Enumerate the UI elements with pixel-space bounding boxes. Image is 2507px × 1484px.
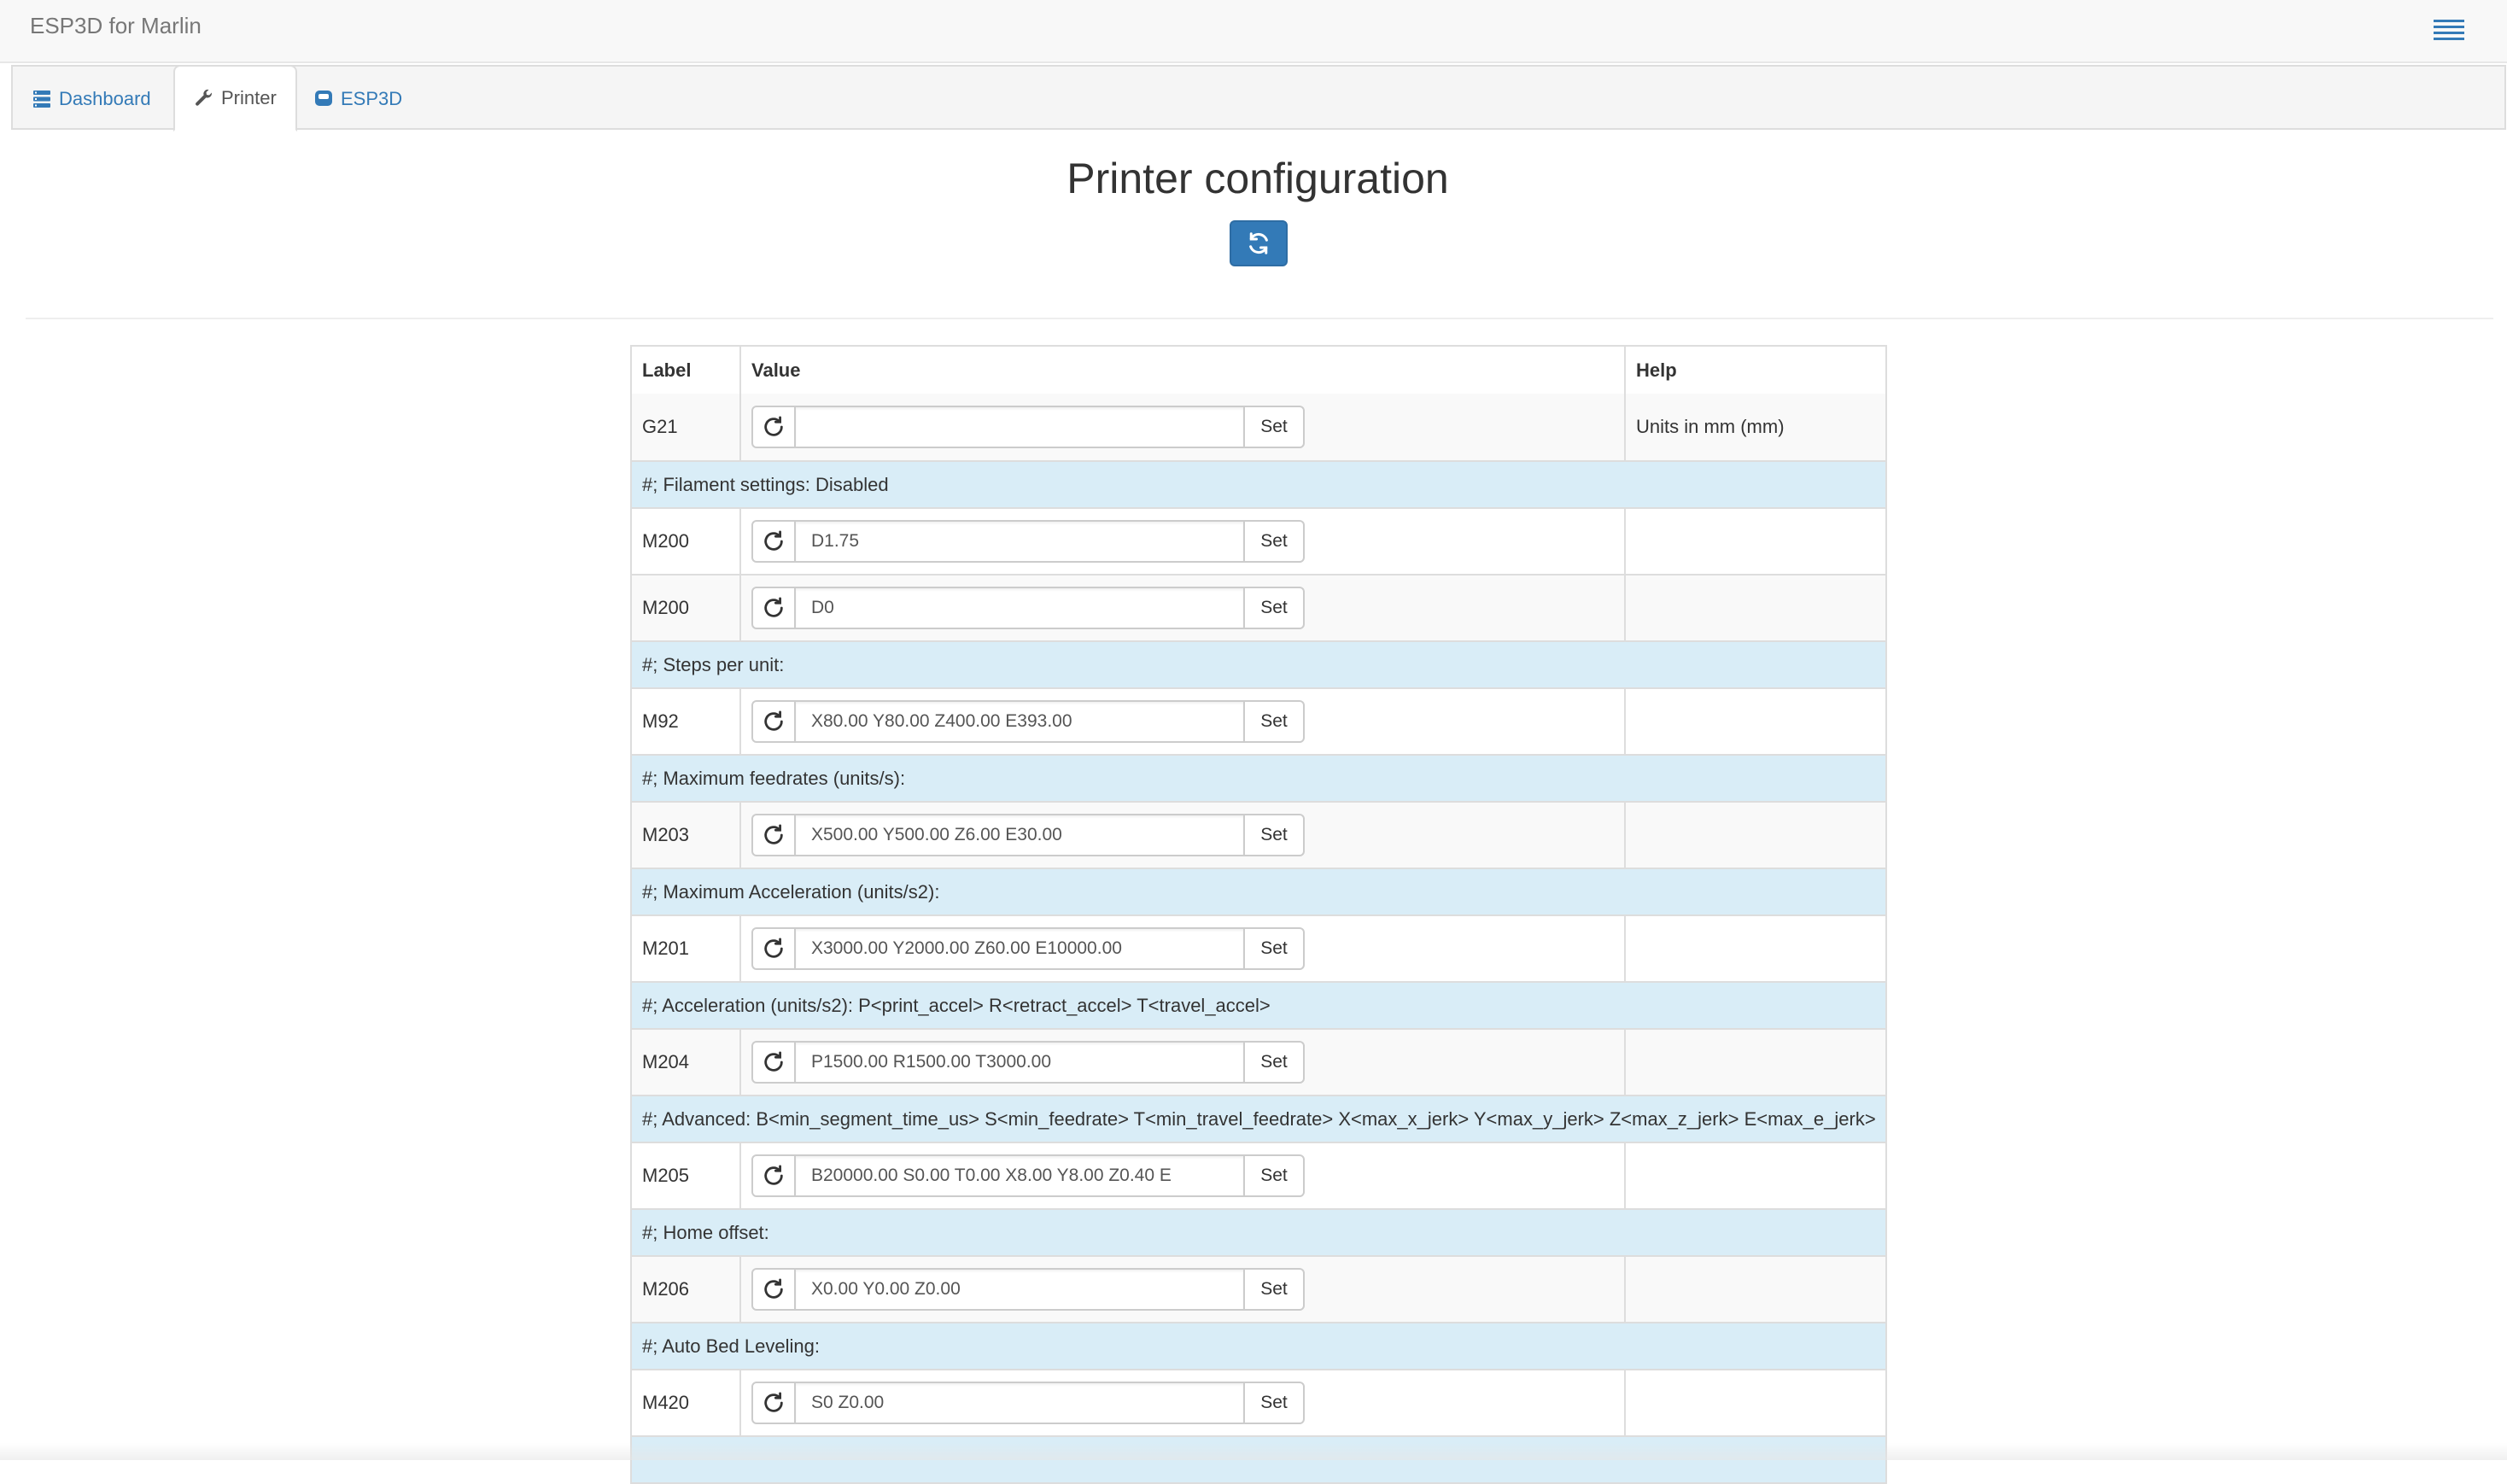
table-body xyxy=(632,394,1885,1482)
row-value-cell xyxy=(741,394,1626,460)
refresh-icon xyxy=(1246,231,1271,256)
reload-icon xyxy=(762,937,786,961)
set-button[interactable]: Set xyxy=(1243,927,1305,970)
table-row xyxy=(632,914,1885,981)
section-text: #; Filament settings: Disabled xyxy=(642,473,889,495)
reload-value-button[interactable] xyxy=(751,1382,796,1424)
bottom-fade xyxy=(0,1443,2507,1460)
set-button[interactable]: Set xyxy=(1243,406,1305,448)
section-text: #; Auto Bed Leveling: xyxy=(642,1335,820,1357)
section-text: #; Steps per unit: xyxy=(642,653,785,675)
set-button[interactable]: Set xyxy=(1243,1041,1305,1084)
value-input[interactable] xyxy=(796,1268,1243,1311)
reload-icon xyxy=(762,823,786,847)
value-input-group xyxy=(751,406,1305,448)
navbar xyxy=(0,0,2507,63)
esp3d-icon xyxy=(313,89,334,109)
row-label: G21 xyxy=(632,394,741,460)
row-label: M206 xyxy=(632,1257,741,1322)
row-value-cell xyxy=(741,1143,1626,1208)
reload-icon xyxy=(762,415,786,439)
row-help xyxy=(1626,689,1885,754)
section-text: #; Maximum feedrates (units/s): xyxy=(642,767,906,789)
row-value-cell xyxy=(741,916,1626,981)
set-button[interactable]: Set xyxy=(1243,700,1305,743)
header-value: Value xyxy=(741,347,1626,394)
value-input-group xyxy=(751,1382,1305,1424)
dashboard-icon xyxy=(32,89,52,109)
table-row xyxy=(632,394,1885,460)
app-title[interactable]: ESP3D for Marlin xyxy=(30,13,202,38)
config-table xyxy=(630,345,1887,1484)
section-text: #; Home offset: xyxy=(642,1221,769,1243)
row-help: Units in mm (mm) xyxy=(1636,416,1785,437)
value-input[interactable] xyxy=(796,927,1243,970)
divider xyxy=(26,318,2493,319)
tab-dashboard[interactable] xyxy=(13,67,170,131)
refresh-config-button[interactable] xyxy=(1230,220,1288,266)
value-input-group xyxy=(751,520,1305,563)
row-value-cell xyxy=(741,689,1626,754)
value-input[interactable] xyxy=(796,1382,1243,1424)
value-input-group xyxy=(751,1041,1305,1084)
row-label: M201 xyxy=(632,916,741,981)
header-help: Help xyxy=(1636,359,1677,381)
set-button[interactable]: Set xyxy=(1243,1154,1305,1197)
section-text: #; Advanced: B<min_segment_time_us> S<min_feedrate> T<min_travel_feedrate> X<max_x_jerk> Y<max_y_jerk> Z<max_z_jerk> E<max_e_jerk> xyxy=(642,1107,1876,1130)
reload-value-button[interactable] xyxy=(751,1268,796,1311)
section-row xyxy=(632,460,1885,507)
reload-value-button[interactable] xyxy=(751,1041,796,1084)
section-row xyxy=(632,1322,1885,1369)
value-input[interactable] xyxy=(796,587,1243,629)
row-value-cell xyxy=(741,1030,1626,1095)
reload-icon xyxy=(762,1277,786,1301)
row-help xyxy=(1626,1143,1885,1208)
reload-value-button[interactable] xyxy=(751,406,796,448)
row-value-cell xyxy=(741,1370,1626,1435)
table-row xyxy=(632,1255,1885,1322)
value-input-group xyxy=(751,814,1305,856)
hamburger-menu-icon[interactable] xyxy=(2434,15,2464,44)
set-button[interactable]: Set xyxy=(1243,587,1305,629)
value-input-group xyxy=(751,587,1305,629)
reload-value-button[interactable] xyxy=(751,520,796,563)
value-input[interactable] xyxy=(796,1041,1243,1084)
reload-value-button[interactable] xyxy=(751,587,796,629)
value-input-group xyxy=(751,1154,1305,1197)
tab-dashboard-label: Dashboard xyxy=(59,88,151,109)
section-row xyxy=(632,640,1885,687)
reload-value-button[interactable] xyxy=(751,927,796,970)
reload-icon xyxy=(762,529,786,553)
section-row xyxy=(632,981,1885,1028)
row-label: M200 xyxy=(632,575,741,640)
row-value-cell xyxy=(741,575,1626,640)
section-row xyxy=(632,868,1885,914)
row-help xyxy=(1626,575,1885,640)
tab-bar xyxy=(11,65,2506,130)
page-title: Printer configuration xyxy=(1066,155,1449,202)
set-button[interactable]: Set xyxy=(1243,520,1305,563)
section-row xyxy=(632,1208,1885,1255)
table-row xyxy=(632,507,1885,574)
tab-printer[interactable] xyxy=(173,65,297,131)
section-text: #; Maximum Acceleration (units/s2): xyxy=(642,880,940,903)
row-value-cell xyxy=(741,803,1626,868)
reload-icon xyxy=(762,1164,786,1188)
row-help xyxy=(1626,803,1885,868)
value-input[interactable] xyxy=(796,406,1243,448)
tab-esp3d[interactable] xyxy=(295,67,421,131)
value-input-group xyxy=(751,700,1305,743)
row-value-cell xyxy=(741,509,1626,574)
table-row xyxy=(632,1142,1885,1208)
set-button[interactable]: Set xyxy=(1243,814,1305,856)
row-label: M92 xyxy=(632,689,741,754)
row-label: M420 xyxy=(632,1370,741,1435)
section-text: #; Acceleration (units/s2): P<print_accel> R<retract_accel> T<travel_accel> xyxy=(642,994,1271,1016)
reload-icon xyxy=(762,596,786,620)
table-header-row xyxy=(632,347,1885,394)
row-help xyxy=(1626,1370,1885,1435)
row-label: M200 xyxy=(632,509,741,574)
reload-icon xyxy=(762,710,786,733)
row-label: M205 xyxy=(632,1143,741,1208)
section-row xyxy=(632,1095,1885,1142)
row-help xyxy=(1626,1030,1885,1095)
value-input-group xyxy=(751,1268,1305,1311)
value-input[interactable] xyxy=(796,520,1243,563)
value-input[interactable] xyxy=(796,1154,1243,1197)
value-input-group xyxy=(751,927,1305,970)
tab-printer-label: Printer xyxy=(221,87,277,108)
table-row xyxy=(632,574,1885,640)
tab-esp3d-label: ESP3D xyxy=(341,88,403,109)
row-help xyxy=(1626,916,1885,981)
value-input[interactable] xyxy=(796,700,1243,743)
table-row xyxy=(632,1369,1885,1435)
section-row xyxy=(632,754,1885,801)
value-input[interactable] xyxy=(796,814,1243,856)
header-label: Label xyxy=(632,347,741,394)
row-label: M204 xyxy=(632,1030,741,1095)
row-help xyxy=(1626,509,1885,574)
row-help xyxy=(1626,1257,1885,1322)
reload-value-button[interactable] xyxy=(751,1154,796,1197)
row-label: M203 xyxy=(632,803,741,868)
reload-icon xyxy=(762,1050,786,1074)
wrench-icon xyxy=(194,88,214,108)
reload-value-button[interactable] xyxy=(751,700,796,743)
table-row xyxy=(632,801,1885,868)
set-button[interactable]: Set xyxy=(1243,1382,1305,1424)
table-row xyxy=(632,687,1885,754)
table-row xyxy=(632,1028,1885,1095)
set-button[interactable]: Set xyxy=(1243,1268,1305,1311)
reload-value-button[interactable] xyxy=(751,814,796,856)
reload-icon xyxy=(762,1391,786,1415)
row-value-cell xyxy=(741,1257,1626,1322)
